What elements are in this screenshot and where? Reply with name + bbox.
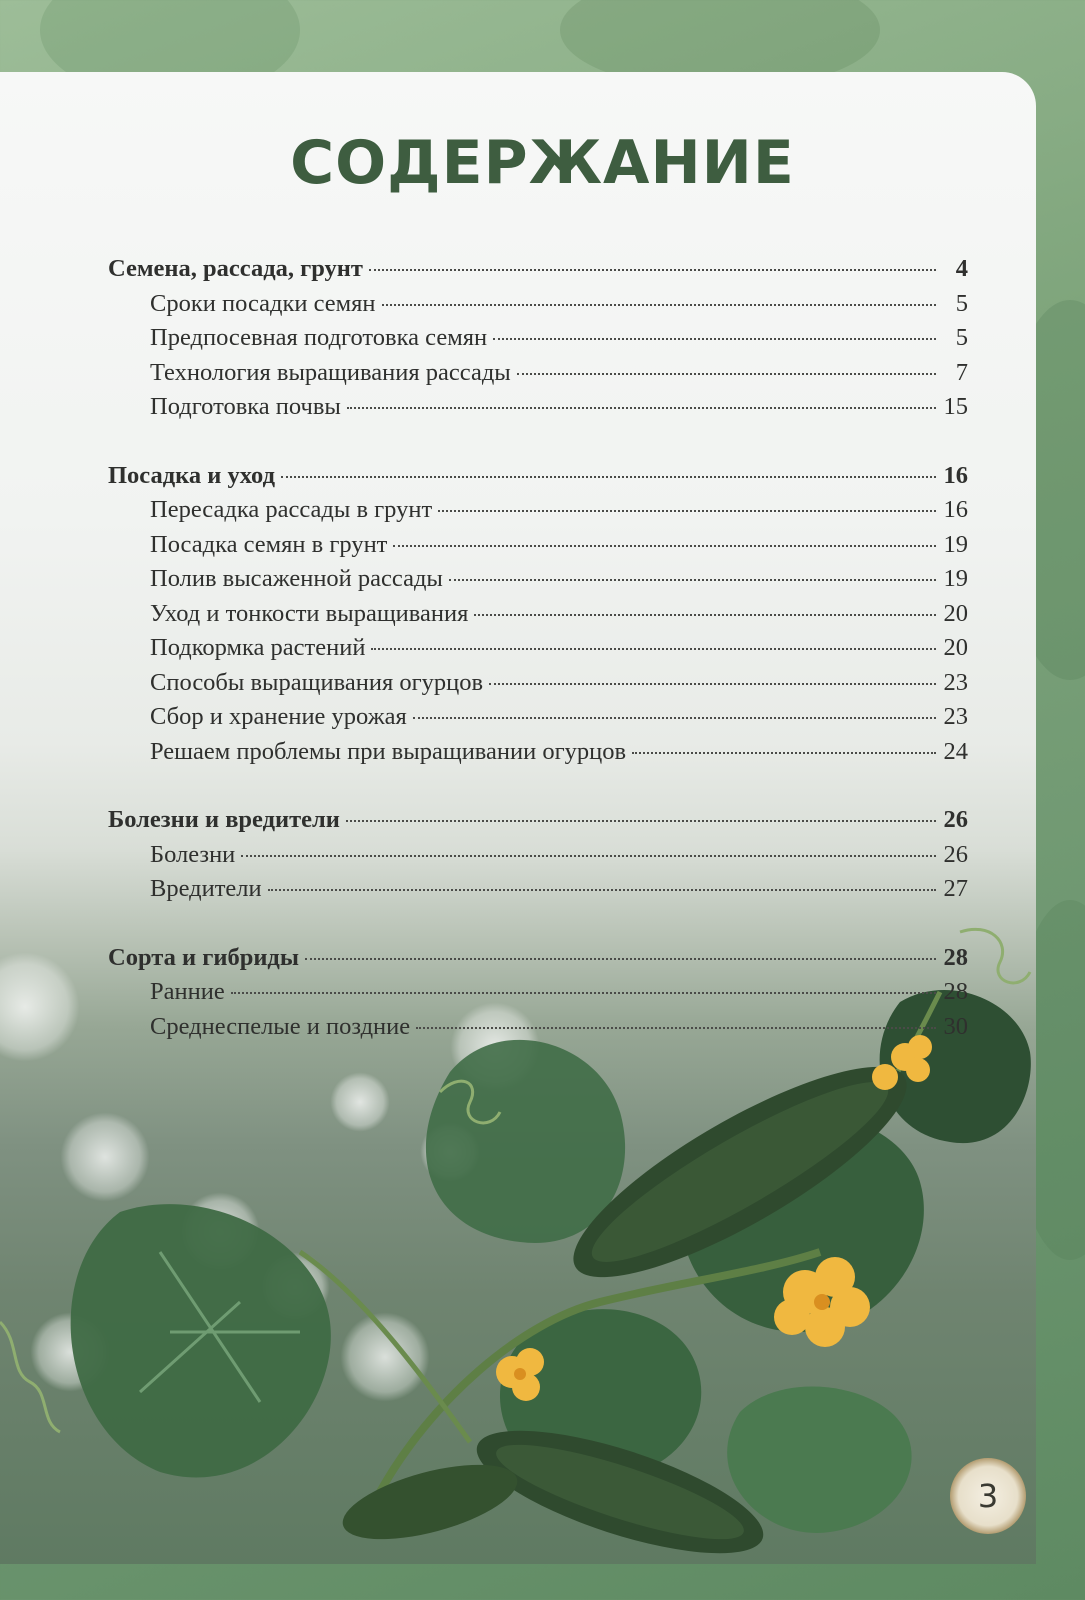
toc-heading[interactable] [108, 944, 968, 979]
toc-entry[interactable] [108, 978, 968, 1013]
toc-entry-label: Полив высаженной рассады [150, 565, 443, 592]
dot-leader [449, 579, 936, 581]
toc-heading-label: Посадка и уход [108, 461, 275, 489]
toc-page-number: 28 [943, 978, 968, 1005]
dot-leader [241, 855, 936, 857]
toc-entry-label: Сроки посадки семян [150, 289, 376, 317]
toc-page-number: 4 [955, 255, 968, 282]
toc-entry-label: Уход и тонкости выращивания [150, 599, 469, 627]
toc-page-number: 20 [943, 599, 968, 627]
toc-entry-label: Среднеспелые и поздние [150, 1012, 411, 1040]
toc-page-number: 19 [943, 565, 968, 592]
toc-entry-label: Сбор и хранение урожая [150, 703, 407, 730]
toc-entry[interactable] [108, 841, 968, 876]
dot-leader [393, 545, 936, 547]
toc-entry-label: Болезни [150, 840, 236, 868]
toc-entry-label: Решаем проблемы при выращивании огурцов [150, 737, 627, 765]
dot-leader [474, 614, 936, 616]
dot-leader [231, 992, 936, 994]
toc-entry[interactable] [108, 290, 968, 325]
toc-page-number: 5 [955, 324, 968, 351]
dot-leader [517, 373, 936, 375]
dot-leader [347, 407, 936, 409]
toc-entry[interactable] [108, 359, 968, 394]
dot-leader [369, 269, 936, 271]
toc-entry[interactable] [108, 393, 968, 428]
dot-leader [632, 752, 936, 754]
page-title: СОДЕРЖАНИЕ [290, 128, 795, 198]
toc-entry[interactable] [108, 703, 968, 738]
toc-page-number: 23 [943, 668, 968, 696]
toc-section [108, 462, 968, 773]
toc-entry[interactable] [108, 634, 968, 669]
toc-entry[interactable] [108, 669, 968, 704]
toc-entry-label: Подкормка растений [150, 634, 366, 661]
toc-entry[interactable] [108, 738, 968, 773]
toc-page-number: 16 [943, 461, 968, 489]
dot-leader [382, 304, 936, 306]
toc-page-number: 30 [943, 1012, 968, 1040]
toc-page-number: 7 [955, 358, 968, 386]
dot-leader [346, 820, 936, 822]
toc-entry-label: Технология выращивания рассады [150, 358, 511, 386]
table-of-contents [108, 255, 968, 1081]
toc-page-number: 23 [943, 703, 968, 730]
toc-heading-label: Болезни и вредители [108, 806, 340, 833]
toc-page-number: 26 [943, 806, 968, 833]
toc-entry-label: Пересадка рассады в грунт [150, 496, 433, 523]
toc-page-number: 20 [943, 634, 968, 661]
toc-page-number: 26 [943, 840, 968, 868]
toc-page-number: 24 [943, 737, 968, 765]
toc-entry[interactable] [108, 496, 968, 531]
toc-page-number: 27 [943, 875, 968, 902]
toc-entry-label: Вредители [150, 875, 262, 902]
toc-heading-label: Сорта и гибриды [108, 943, 299, 971]
toc-heading[interactable] [108, 806, 968, 841]
dot-leader [493, 338, 936, 340]
toc-entry[interactable] [108, 1013, 968, 1048]
toc-entry[interactable] [108, 324, 968, 359]
dot-leader [413, 717, 936, 719]
dot-leader [281, 476, 936, 478]
toc-entry-label: Подготовка почвы [150, 393, 341, 420]
toc-section [108, 944, 968, 1048]
dot-leader [268, 889, 936, 891]
toc-page-number: 28 [943, 943, 968, 971]
toc-section [108, 255, 968, 428]
dot-leader [489, 683, 936, 685]
toc-entry-label: Предпосевная подготовка семян [150, 324, 488, 351]
toc-entry[interactable] [108, 600, 968, 635]
dot-leader [438, 510, 936, 512]
toc-entry-label: Способы выращивания огурцов [150, 668, 484, 696]
toc-entry[interactable] [108, 565, 968, 600]
toc-page-number: 15 [943, 393, 968, 420]
toc-page-number: 5 [955, 289, 968, 317]
toc-entry[interactable] [108, 875, 968, 910]
toc-page-number: 16 [943, 496, 968, 523]
toc-section [108, 806, 968, 910]
page-number: 3 [977, 1477, 999, 1515]
dot-leader [371, 648, 936, 650]
dot-leader [305, 958, 936, 960]
toc-entry-label: Посадка семян в грунт [150, 530, 388, 558]
page-number-badge [950, 1458, 1026, 1534]
toc-heading-label: Семена, рассада, грунт [108, 255, 363, 282]
toc-heading[interactable] [108, 462, 968, 497]
dot-leader [416, 1027, 936, 1029]
toc-page-number: 19 [943, 530, 968, 558]
toc-entry-label: Ранние [150, 978, 225, 1005]
toc-entry[interactable] [108, 531, 968, 566]
toc-heading[interactable] [108, 255, 968, 290]
